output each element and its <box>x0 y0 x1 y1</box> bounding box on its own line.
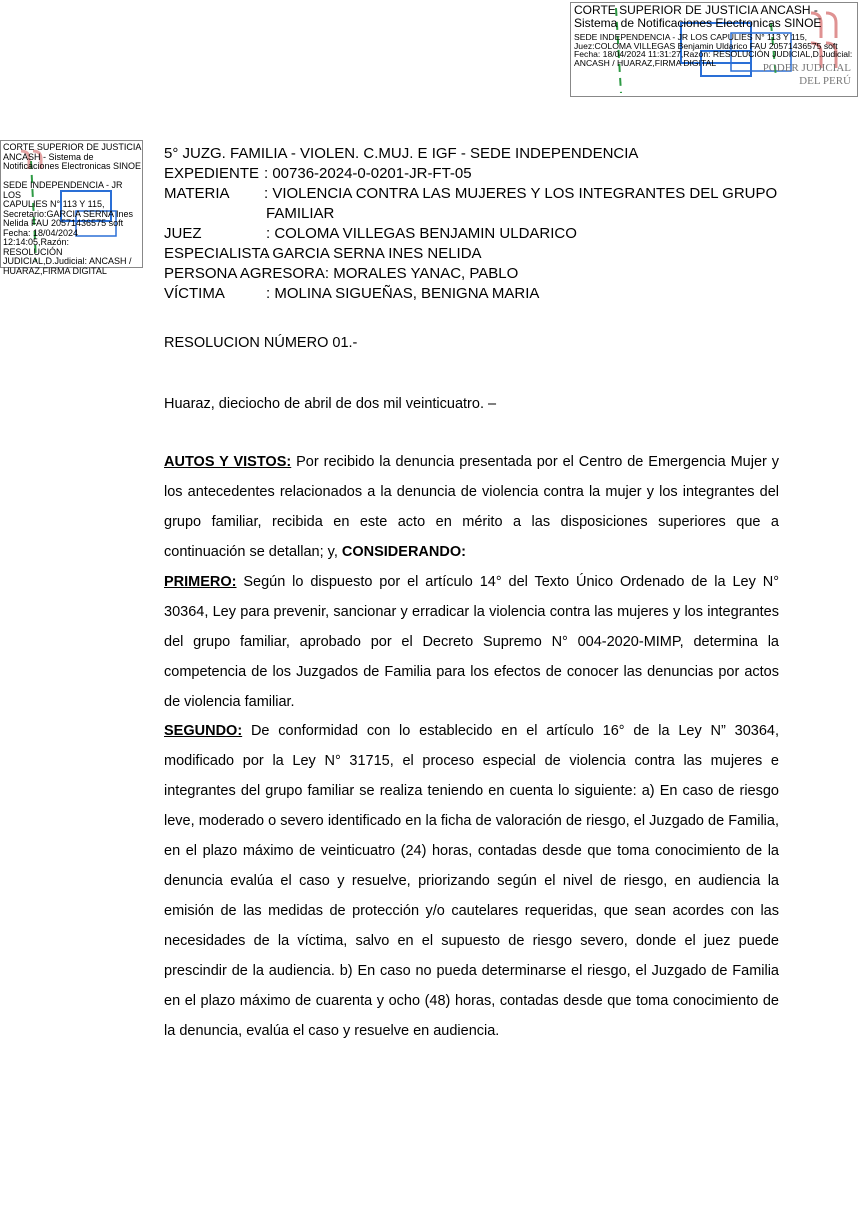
materia-value-continued: FAMILIAR <box>266 205 335 222</box>
stamp-system-name: Sistema de Notificaciones Electronicas SINOE <box>574 16 822 30</box>
court-name: 5° JUZG. FAMILIA - VIOLEN. C.MUJ. E IGF - SEDE INDEPENDENCIA <box>164 145 639 162</box>
especialista-value: : GARCIA SERNA INES NELIDA <box>264 245 482 262</box>
digital-signature-stamp-judge <box>570 2 858 97</box>
primero-text: Según lo dispuesto por el artículo 14° del Texto Único Ordenado de la Ley N° 30364, Ley para prevenir, sancionar y erradicar la violencia contra las mujeres y los integrantes del grupo familiar, aprobado por el Decreto Supremo N° 004-2020-MIMP, determina la competencia de los Juzgados de Familia para los efectos de conocer las denuncias por actos de violencia familiar. <box>164 574 779 710</box>
stamp-left-text: CORTE SUPERIOR DE JUSTICIA ANCASH - Sistema de Notificaciones Electronicas SINOE SEDE INDEPENDENCIA - JR LOS CAPULIES N° 113 Y 115, Secretario:GARCIA SERNA Ines Nelida FAU 20571436575 soft Fecha: 18/04/2024 12:14:05,Razón: RESOLUCIÓN JUDICIAL,D.Judicial: ANCASH / HUARAZ,FIRMA DIGITAL <box>3 142 142 276</box>
victima-row <box>164 284 540 304</box>
expediente-value: : 00736-2024-0-0201-JR-FT-05 <box>264 165 472 182</box>
segundo-heading: SEGUNDO: <box>164 723 243 739</box>
agresora-label: PERSONA AGRESORA <box>164 265 325 282</box>
autos-text: Por recibido la denuncia presentada por el Centro de Emergencia Mujer y los antecedentes relacionados a la denuncia de violencia contra la mujer y los integrantes del grupo familiar, recibida en este acto en mérito a las disposiciones superiores que a continuación se detallan; y, <box>164 454 779 560</box>
logo-line1: PODER JUDICIAL <box>762 62 851 74</box>
juez-row <box>164 224 577 244</box>
juez-value: : COLOMA VILLEGAS BENJAMIN ULDARICO <box>266 225 577 242</box>
segundo-paragraph <box>164 716 779 1046</box>
poder-judicial-logo <box>763 62 851 88</box>
stamp-details: SEDE INDEPENDENCIA - JR LOS CAPULIES N° 113 Y 115, Juez:COLOMA VILLEGAS Benjamin Uldarico FAU 20571436575 soft Fecha: 18/04/2024 11:31:27,Razón: RESOLUCIÓN JUDICIAL,D.Judicial: ANCASH / HUARAZ,FIRMA DIGITAL <box>574 32 853 68</box>
expediente-row <box>164 164 472 184</box>
segundo-text: De conformidad con lo establecido en el artículo 16° de la Ley N” 30364, modificado por la Ley N° 31715, el proceso especial de violencia contra las mujeres e integrantes del grupo familiar se realiza teniendo en cuenta lo siguiente: a) En caso de riesgo leve, moderado o severo identificado en la ficha de valoración de riesgo, el Juzgado de Familia, en el plazo máximo de veinticuatro (24) horas, contadas desde que toma conocimiento de la denuncia evalúa el caso y resuelve, priorizando según el nivel de riesgo, en audiencia la emisión de las medidas de protección y/o cautelares requeridas, que sean acordes con las necesidades de la víctima, salvo en el supuesto de riesgo severo, donde el juez puede prescindir de la audiencia. b) En caso no pueda determinarse el riesgo, el Juzgado de Familia en el plazo máximo de cuarenta y ocho (48) horas, contadas desde que toma conocimiento de la denuncia, evalúa el caso y resuelve en audiencia. <box>164 723 779 1039</box>
logo-line2: DEL PERÚ <box>799 75 851 87</box>
especialista-row <box>164 244 482 264</box>
victima-value: : MOLINA SIGUEÑAS, BENIGNA MARIA <box>266 285 540 302</box>
date-line: Huaraz, dieciocho de abril de dos mil veinticuatro. – <box>164 396 497 412</box>
resolution-number: RESOLUCION NÚMERO 01.- <box>164 335 358 351</box>
digital-signature-stamp-secretary <box>0 140 143 276</box>
stamp-court-name: CORTE SUPERIOR DE JUSTICIA ANCASH - <box>574 3 818 17</box>
considerando-heading: CONSIDERANDO: <box>341 544 466 560</box>
agresora-value: : MORALES YANAC, PABLO <box>324 265 519 282</box>
materia-row <box>164 184 778 204</box>
autos-y-vistos-paragraph <box>164 447 779 567</box>
juez-label: JUEZ <box>164 225 202 242</box>
materia-label: MATERIA <box>164 185 230 202</box>
expediente-label: EXPEDIENTE <box>164 165 260 182</box>
especialista-label: ESPECIALISTA <box>164 245 270 262</box>
agresora-row <box>164 264 518 284</box>
victima-label: VÍCTIMA <box>164 285 225 302</box>
materia-value: : VIOLENCIA CONTRA LAS MUJERES Y LOS INTEGRANTES DEL GRUPO <box>264 185 778 202</box>
primero-heading: PRIMERO: <box>164 574 237 590</box>
autos-heading: AUTOS Y VISTOS: <box>164 454 292 470</box>
primero-paragraph <box>164 567 779 717</box>
